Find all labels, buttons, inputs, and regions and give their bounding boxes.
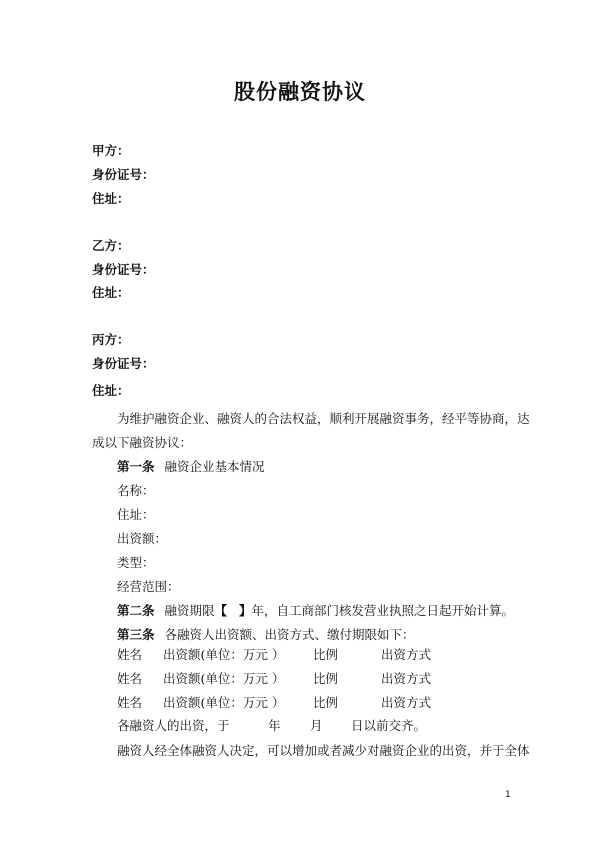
party-b-label: 乙方：	[92, 238, 130, 253]
party-a-label: 甲方：	[92, 143, 130, 158]
article-1	[117, 457, 265, 475]
investor-amount-label: 出资额(单位：万元 ）	[163, 695, 285, 710]
company-capital-label: 出资额：	[117, 531, 168, 546]
investor-method-label: 出资方式	[381, 695, 432, 710]
capital-change-line: 融资人经全体融资人决定，可以增加或者减少对融资企业的出资，并于全体	[117, 743, 530, 758]
page-number: 1	[505, 790, 511, 800]
company-address-label: 住址：	[117, 507, 155, 522]
article-2-heading: 第二条	[117, 603, 155, 618]
business-scope-label: 经营范围：	[117, 579, 180, 594]
party-a-id-label: 身份证号：	[92, 167, 155, 182]
article-3-heading: 第三条	[117, 627, 155, 642]
party-c-label: 丙方：	[92, 332, 130, 347]
article-1-heading: 第一条	[117, 459, 155, 474]
party-c-id-label: 身份证号：	[92, 356, 155, 371]
company-type-label: 类型：	[117, 555, 155, 570]
article-2-post: 年，自工商部门核发营业执照之日起开始计算。	[251, 603, 515, 618]
investor-name-label: 姓名	[117, 695, 143, 710]
investor-ratio-label: 比例	[313, 671, 339, 686]
party-c-address-label: 住址：	[92, 383, 130, 398]
deadline-day: 日以前交齐。	[351, 718, 427, 733]
party-b-id-label: 身份证号：	[92, 262, 155, 277]
article-2	[117, 601, 514, 619]
investor-amount-label: 出资额(单位：万元 ）	[163, 671, 285, 686]
deadline-year: 年	[268, 718, 281, 733]
party-b-address-label: 住址：	[92, 285, 130, 300]
article-1-text: 融资企业基本情况	[164, 459, 265, 474]
investor-ratio-label: 比例	[313, 647, 339, 662]
investor-method-label: 出资方式	[381, 671, 432, 686]
investor-name-label: 姓名	[117, 671, 143, 686]
investor-ratio-label: 比例	[313, 695, 339, 710]
deadline-pre: 各融资人的出资，于	[117, 718, 230, 733]
investor-method-label: 出资方式	[381, 647, 432, 662]
bracket-open: 【	[214, 603, 228, 618]
investor-name-label: 姓名	[117, 647, 143, 662]
intro-line-2: 成以下融资协议：	[92, 435, 193, 450]
article-3-text: 各融资人出资额、出资方式、缴付期限如下：	[164, 627, 415, 642]
bracket-close: 】	[239, 603, 252, 618]
article-2-pre: 融资期限	[164, 603, 215, 618]
article-3	[117, 625, 415, 643]
document-title: 股份融资协议	[234, 80, 366, 104]
investor-amount-label: 出资额(单位：万元 ）	[163, 647, 285, 662]
party-a-address-label: 住址：	[92, 191, 130, 206]
intro-line-1: 为维护融资企业、融资人的合法权益，顺利开展融资事务，经平等协商，达	[117, 411, 530, 426]
deadline-month: 月	[310, 718, 323, 733]
company-name-label: 名称：	[117, 483, 155, 498]
